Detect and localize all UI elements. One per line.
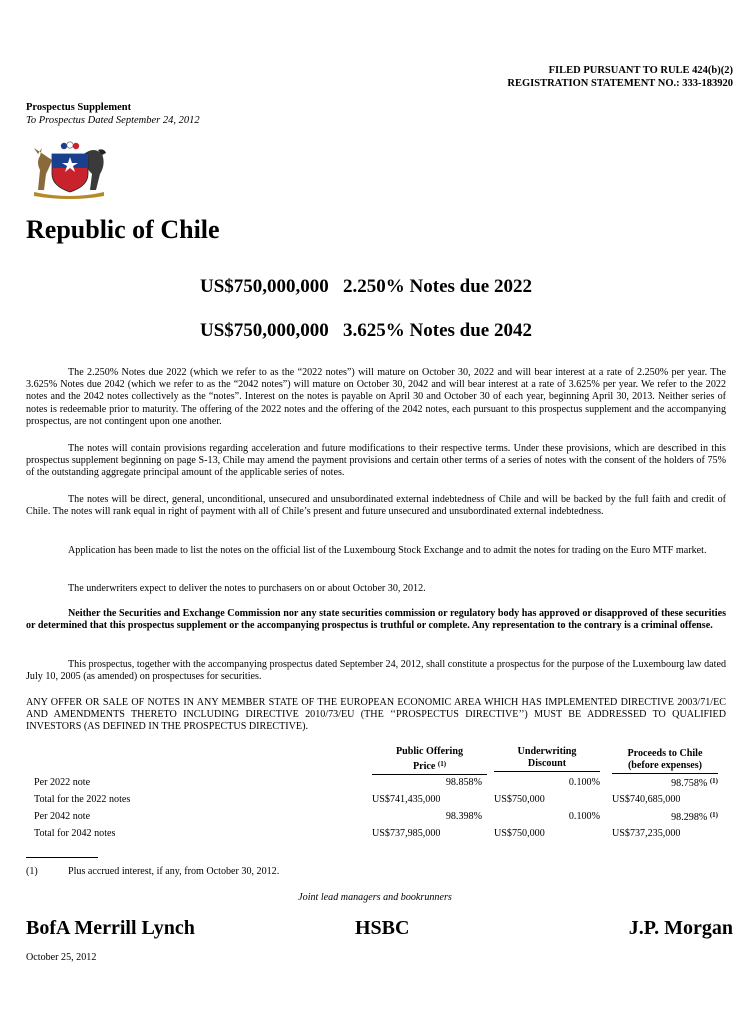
row-label: Per 2022 note <box>34 777 91 788</box>
price-cell: 98.398% <box>445 811 482 822</box>
bank-jp-morgan: J.P. Morgan <box>628 917 733 939</box>
discount-cell: 0.100% <box>568 811 600 822</box>
discount-cell: US$750,000 <box>494 794 545 805</box>
notes-terms-paragraph <box>26 367 726 428</box>
header-text: (before expenses) <box>627 760 703 771</box>
footnote-marker: (1) <box>26 866 38 877</box>
row-label: Total for the 2022 notes <box>34 794 131 805</box>
price-cell: US$741,435,000 <box>372 794 441 805</box>
row-label: Per 2042 note <box>34 811 91 822</box>
proceeds-cell: US$737,235,000 <box>612 828 681 839</box>
supplement-heading <box>26 101 200 127</box>
table-row <box>26 828 726 842</box>
footnote-divider <box>26 857 98 858</box>
supplement-subtitle: To Prospectus Dated September 24, 2012 <box>26 115 200 126</box>
chile-coat-of-arms-icon <box>24 140 112 200</box>
header-text: Underwriting <box>517 746 577 757</box>
header-text: Public Offering <box>395 746 463 757</box>
supplement-title: Prospectus Supplement <box>26 102 132 113</box>
proceeds-cell <box>612 811 718 823</box>
footnote-ref: (1) <box>709 811 718 819</box>
proceeds-cell <box>612 777 718 789</box>
proceeds-value: 98.298% <box>671 812 708 823</box>
price-cell: 98.858% <box>445 777 482 788</box>
table-row <box>26 811 726 825</box>
paragraph-text: The 2.250% Notes due 2022 (which we refer to as the “2022 notes”) will mature on October 30, 2022 and will bear interest at a rate of 2.250% per year. The 3.625% Notes due 2042 (which we refer to as the “2042 notes”) will mature on October 30, 2042 and will bear interest at a rate of 3.625% per year. We refer to the 2022 notes and the 2042 notes collectively as the “notes”. Interest on the notes is payable on April 30 and October 30 of each year, beginning April 30, 2013. Neither series of notes is redeemable prior to maturity. The offering of the 2022 notes and the offering of the 2042 notes, each pursuant to this prospectus supplement and the accompanying prospectus, are not contingent upon one another. <box>26 367 726 427</box>
header-public-offering-price <box>372 746 487 775</box>
document-date: October 25, 2012 <box>26 952 97 963</box>
paragraph-text: The notes will be direct, general, unconditional, unsecured and unsubordinated external indebtedness of Chile and will be backed by the full faith and credit of Chile. The notes will rank equal in right of payment with all of Chile’s present and future unsecured and unsubordinated external indebtedness. <box>26 494 726 518</box>
header-proceeds <box>612 748 718 774</box>
table-row <box>26 777 726 791</box>
footnote-text: Plus accrued interest, if any, from October 30, 2012. <box>68 866 280 877</box>
modifications-paragraph <box>26 443 726 480</box>
price-cell: US$737,985,000 <box>372 828 441 839</box>
bank-hsbc: HSBC <box>355 917 410 939</box>
discount-cell: 0.100% <box>568 777 600 788</box>
proceeds-value: 98.758% <box>671 778 708 789</box>
listing-paragraph <box>26 545 726 557</box>
filing-header <box>507 64 733 90</box>
filing-rule: FILED PURSUANT TO RULE 424(b)(2) <box>548 65 733 76</box>
proceeds-cell: US$740,685,000 <box>612 794 681 805</box>
joint-lead-caption: Joint lead managers and bookrunners <box>298 892 452 903</box>
offering-2042-title: US$750,000,000 3.625% Notes due 2042 <box>200 320 532 341</box>
paragraph-text: The notes will contain provisions regarding acceleration and future modifications to their respective terms. Under these provisions, which are described in this prospectus supplement beginning on page S-13, Chile may amend the payment provisions and certain other terms of a series of notes with the consent of the holders of 75% of the outstanding aggregate principal amount of the applicable series of notes. <box>26 443 726 479</box>
eea-notice: ANY OFFER OR SALE OF NOTES IN ANY MEMBER STATE OF THE EUROPEAN ECONOMIC AREA WHICH HAS IMPLEMENTED DIRECTIVE 2003/71/EC AND AMENDMENTS THERETO INCLUDING DIRECTIVE 2010/73/EU (THE ‘‘PROSPECTUS DIRECTIVE’’) MUST BE ADDRESSED TO QUALIFIED INVESTORS (AS DEFINED IN THE PROSPECTUS DIRECTIVE). <box>26 697 726 733</box>
header-text: Discount <box>527 758 567 769</box>
footnote-ref: (1) <box>709 777 718 785</box>
paragraph-text: The underwriters expect to deliver the notes to purchasers on or about October 30, 2012. <box>68 583 426 594</box>
header-text: Price <box>412 761 436 772</box>
offering-2022-title: US$750,000,000 2.250% Notes due 2022 <box>200 276 532 297</box>
row-label: Total for 2042 notes <box>34 828 116 839</box>
bank-bofa-merrill-lynch: BofA Merrill Lynch <box>26 917 195 939</box>
paragraph-text: Application has been made to list the notes on the official list of the Luxembourg Stock Exchange and to admit the notes for trading on the Euro MTF market. <box>68 545 707 556</box>
delivery-paragraph <box>26 583 726 595</box>
sec-disclaimer-paragraph <box>26 608 726 632</box>
header-underwriting-discount <box>494 746 600 772</box>
discount-cell: US$750,000 <box>494 828 545 839</box>
issuer-title: Republic of Chile <box>26 215 220 244</box>
ranking-paragraph <box>26 494 726 518</box>
paragraph-text: Neither the Securities and Exchange Commission nor any state securities commission or regulatory body has approved or disapproved of these securities or determined that this prospectus supplement or the accompanying prospectus is truthful or complete. Any representation to the contrary is a criminal offense. <box>26 608 726 632</box>
registration-statement: REGISTRATION STATEMENT NO.: 333-183920 <box>507 78 733 89</box>
table-row <box>26 794 726 808</box>
footnote <box>26 866 280 877</box>
header-text: Proceeds to Chile <box>627 748 703 759</box>
footnote-ref: (1) <box>437 760 447 768</box>
luxembourg-paragraph <box>26 659 726 683</box>
paragraph-text: This prospectus, together with the accompanying prospectus dated September 24, 2012, shall constitute a prospectus for the purpose of the Luxembourg law dated July 10, 2005 (as amended) on prospectuses for securities. <box>26 659 726 683</box>
